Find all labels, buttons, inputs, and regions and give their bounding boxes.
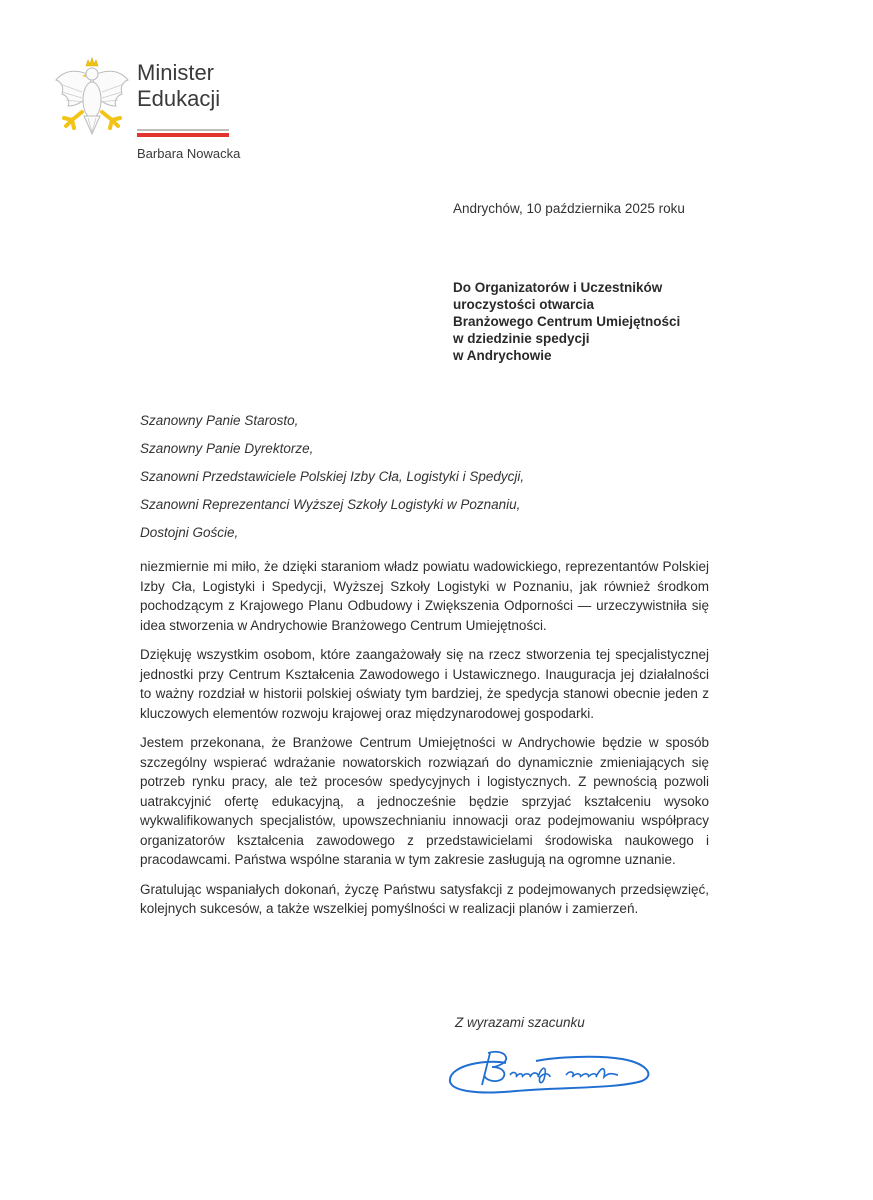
salutation-line: Dostojni Goście, [140,525,239,540]
salutations [140,412,524,552]
salutation-line: Szanowni Przedstawiciele Polskiej Izby Cła, Logistyki i Spedycji, [140,469,525,484]
body-paragraph: Dziękuję wszystkim osobom, które zaangażowały się na rzecz stworzenia tej specjalistycznej jednostki przy Centrum Kształcenia Zawodowego i Ustawicznego. Inauguracja jej działalności to ważny rozdział w historii polskiej oświaty tym bardziej, że spedycja stanowi obecnie jeden z kluczowych elementów rozwoju krajowej oraz międzynarodowej gospodarki. [140,647,709,721]
addressee-block [453,279,753,364]
polish-eagle-emblem-icon [52,54,132,140]
minister-name: Barbara Nowacka [137,146,241,161]
salutation-line: Szanowny Panie Dyrektorze, [140,441,314,456]
addressee-line: uroczystości otwarcia [453,297,595,312]
addressee-line: w dziedzinie spedycji [453,331,590,346]
signature-icon [446,1045,656,1099]
letter-body [140,557,709,929]
addressee-line: Do Organizatorów i Uczestników [453,280,663,295]
place-date: Andrychów, 10 października 2025 roku [453,201,685,216]
closing-phrase: Z wyrazami szacunku [455,1015,585,1030]
body-paragraph: Jestem przekonana, że Branżowe Centrum Umiejętności w Andrychowie będzie w sposób szczególny wspierać wdrażanie nowatorskich rozwiązań do dynamicznie zmieniających się potrzeb rynku pracy, ale też procesów spedycyjnych i logistycznych. Z pewnością pozwoli uatrakcyjnić ofertę edukacyjną, a jednocześnie będzie sprzyjać kształceniu wysoko wykwalifikowanych specjalistów, upowszechnianiu innowacji oraz podejmowaniu współpracy organizatorów kształcenia zawodowego z przedstawicielami środowiska naukowego i pracodawcami. Państwa wspólne starania w tym zakresie zasługują na ogromne uznanie. [140,735,709,867]
body-paragraph: Gratulując wspaniałych dokonań, życzę Państwu satysfakcji z podejmowanych przedsięwzięć, kolejnych sukcesów, a także wszelkiej pomyślności w realizacji planów i zamierzeń. [140,881,709,916]
letterhead-red-rule [137,133,229,137]
addressee-line: Branżowego Centrum Umiejętności [453,314,681,329]
title-line-1: Minister [137,60,215,85]
addressee-line: w Andrychowie [453,348,552,363]
salutation-line: Szanowny Panie Starosto, [140,413,299,428]
letterhead-gray-rule [137,129,229,131]
letterhead-title [137,60,220,112]
title-line-2: Edukacji [137,86,221,111]
body-paragraph: niezmiernie mi miło, że dzięki staraniom władz powiatu wadowickiego, reprezentantów Polskiej Izby Cła, Logistyki i Spedycji, Wyższej Szkoły Logistyki w Poznaniu, jak również środkom pochodzącym z Krajowego Planu Odbudowy i Zwiększenia Odporności — urzeczywistniła się idea stworzenia w Andrychowie Branżowego Centrum Umiejętności. [140,559,709,633]
salutation-line: Szanowni Reprezentanci Wyższej Szkoły Logistyki w Poznaniu, [140,497,521,512]
